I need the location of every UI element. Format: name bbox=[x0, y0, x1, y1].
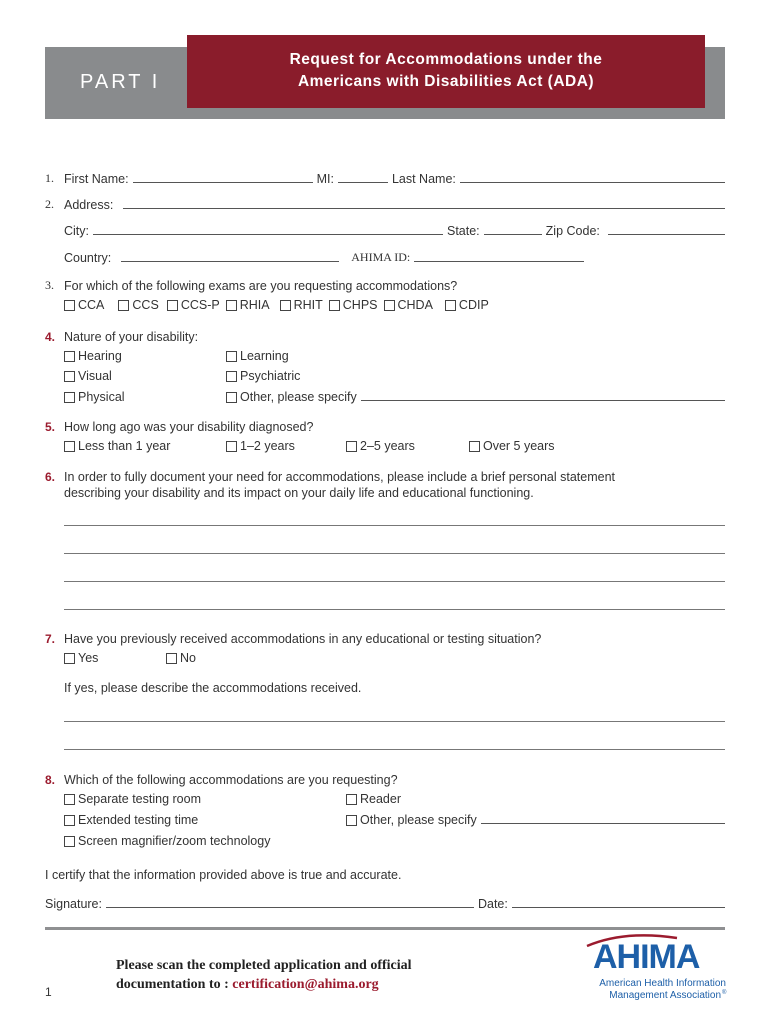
checkbox[interactable] bbox=[64, 815, 75, 826]
q6-text-line-1: In order to fully document your need for accommodations, please include a brief personal statement bbox=[64, 470, 616, 484]
accommodation-other-field[interactable] bbox=[481, 823, 725, 824]
zip-label: Zip Code: bbox=[545, 224, 600, 238]
q5-row bbox=[45, 418, 725, 434]
ahima-id-label: AHIMA ID: bbox=[351, 250, 411, 264]
mi-label: MI: bbox=[316, 172, 334, 186]
checkbox[interactable] bbox=[64, 300, 75, 311]
diagnosed-option-over-5[interactable]: Over 5 years bbox=[469, 439, 555, 453]
country-label: Country: bbox=[64, 251, 112, 265]
diagnosed-option-2-5[interactable]: 2–5 years bbox=[346, 439, 415, 453]
checkbox[interactable] bbox=[346, 815, 357, 826]
statement-line-4[interactable] bbox=[64, 609, 725, 610]
checkbox[interactable] bbox=[346, 441, 357, 452]
checkbox[interactable] bbox=[226, 351, 237, 362]
q4-number: 4. bbox=[45, 330, 56, 344]
disability-option-learning[interactable]: Learning bbox=[226, 349, 289, 363]
q5-question: How long ago was your disability diagnosed? bbox=[64, 420, 314, 434]
footer-line-2: documentation to : certification@ahima.org bbox=[116, 977, 379, 992]
q8-row bbox=[45, 771, 725, 787]
checkbox[interactable] bbox=[64, 371, 75, 382]
exam-option-rhit[interactable]: RHIT bbox=[280, 298, 323, 312]
ahima-logo bbox=[585, 932, 730, 1004]
disability-option-psychiatric[interactable]: Psychiatric bbox=[226, 369, 300, 383]
logo-subtitle-2: Management Association bbox=[609, 990, 721, 1001]
checkbox[interactable] bbox=[166, 653, 177, 664]
address-label: Address: bbox=[64, 198, 114, 212]
statement-line-2[interactable] bbox=[64, 553, 725, 554]
checkbox[interactable] bbox=[469, 441, 480, 452]
exam-option-rhia[interactable]: RHIA bbox=[226, 298, 270, 312]
form-title bbox=[187, 35, 705, 108]
prior-accommodation-line-1[interactable] bbox=[64, 721, 725, 722]
diagnosed-option-less-1[interactable]: Less than 1 year bbox=[64, 439, 170, 453]
checkbox[interactable] bbox=[384, 300, 395, 311]
email-link[interactable]: certification@ahima.org bbox=[232, 977, 379, 992]
accommodation-option-separate-room[interactable]: Separate testing room bbox=[64, 792, 201, 806]
signature-label: Signature: bbox=[45, 897, 102, 911]
checkbox[interactable] bbox=[226, 371, 237, 382]
footer-instructions bbox=[116, 956, 412, 994]
diagnosed-option-1-2[interactable]: 1–2 years bbox=[226, 439, 295, 453]
checkbox[interactable] bbox=[280, 300, 291, 311]
statement-line-3[interactable] bbox=[64, 581, 725, 582]
ahima-id-field[interactable] bbox=[414, 261, 584, 262]
exam-option-chda[interactable]: CHDA bbox=[384, 298, 433, 312]
q7-followup-row bbox=[64, 679, 725, 695]
q3-options bbox=[64, 298, 495, 312]
checkbox[interactable] bbox=[445, 300, 456, 311]
certify-statement: I certify that the information provided above is true and accurate. bbox=[45, 868, 402, 882]
disability-option-other[interactable]: Other, please specify bbox=[226, 390, 725, 404]
checkbox[interactable] bbox=[64, 441, 75, 452]
q3-question: For which of the following exams are you requesting accommodations? bbox=[64, 279, 458, 293]
q2-city-row bbox=[64, 222, 725, 238]
first-name-label: First Name: bbox=[64, 172, 129, 186]
q6-text-line-2: describing your disability and its impact on your daily life and educational functioning. bbox=[64, 486, 534, 500]
q4-question: Nature of your disability: bbox=[64, 330, 199, 344]
page-number: 1 bbox=[45, 985, 52, 999]
title-line-1: Request for Accommodations under the bbox=[289, 51, 603, 68]
checkbox[interactable] bbox=[346, 794, 357, 805]
q1-row bbox=[45, 170, 725, 186]
accommodation-option-other[interactable]: Other, please specify bbox=[346, 813, 725, 827]
footer-rule bbox=[45, 927, 725, 930]
state-field[interactable] bbox=[484, 234, 542, 235]
disability-option-physical[interactable]: Physical bbox=[64, 390, 125, 404]
exam-option-chps[interactable]: CHPS bbox=[329, 298, 378, 312]
first-name-field[interactable] bbox=[133, 182, 313, 183]
statement-line-1[interactable] bbox=[64, 525, 725, 526]
checkbox[interactable] bbox=[64, 653, 75, 664]
city-label: City: bbox=[64, 224, 89, 238]
title-line-2: Americans with Disabilities Act (ADA) bbox=[297, 73, 595, 90]
certify-row bbox=[45, 866, 725, 882]
logo-registered-mark: ® bbox=[722, 990, 727, 996]
q1-number: 1. bbox=[45, 171, 54, 185]
disability-option-visual[interactable]: Visual bbox=[64, 369, 112, 383]
date-field[interactable] bbox=[512, 907, 725, 908]
q6-row-2 bbox=[64, 484, 725, 500]
exam-option-cdip[interactable]: CDIP bbox=[445, 298, 489, 312]
checkbox[interactable] bbox=[64, 836, 75, 847]
signature-field[interactable] bbox=[106, 907, 474, 908]
accommodation-option-screen-magnifier[interactable]: Screen magnifier/zoom technology bbox=[64, 834, 270, 848]
prior-accommodation-no[interactable]: No bbox=[166, 651, 196, 665]
signature-row bbox=[45, 895, 725, 911]
accommodation-option-extended-time[interactable]: Extended testing time bbox=[64, 813, 198, 827]
disability-other-field[interactable] bbox=[361, 400, 725, 401]
q7-followup: If yes, please describe the accommodations received. bbox=[64, 681, 362, 695]
q7-number: 7. bbox=[45, 632, 56, 646]
part-label: PART I bbox=[80, 71, 161, 93]
q3-number: 3. bbox=[45, 278, 54, 292]
checkbox[interactable] bbox=[226, 300, 237, 311]
country-field[interactable] bbox=[121, 261, 339, 262]
exam-option-ccs[interactable]: CCS bbox=[118, 298, 158, 312]
mi-field[interactable] bbox=[338, 182, 388, 183]
logo-subtitle-1: American Health Information bbox=[599, 978, 726, 989]
exam-option-cca[interactable]: CCA bbox=[64, 298, 104, 312]
checkbox[interactable] bbox=[329, 300, 340, 311]
q7-question: Have you previously received accommodations in any educational or testing situation? bbox=[64, 632, 542, 646]
q4-row bbox=[45, 328, 725, 344]
q6-row bbox=[45, 468, 725, 484]
last-name-label: Last Name: bbox=[391, 172, 456, 186]
checkbox[interactable] bbox=[64, 351, 75, 362]
q8-number: 8. bbox=[45, 773, 56, 787]
state-label: State: bbox=[447, 224, 480, 238]
logo-wordmark: AHIMA bbox=[593, 938, 700, 976]
city-field[interactable] bbox=[93, 234, 443, 235]
exam-option-ccs-p[interactable]: CCS-P bbox=[167, 298, 220, 312]
date-label: Date: bbox=[477, 897, 508, 911]
zip-field[interactable] bbox=[608, 234, 725, 235]
disability-option-hearing[interactable]: Hearing bbox=[64, 349, 122, 363]
prior-accommodation-line-2[interactable] bbox=[64, 749, 725, 750]
accommodation-option-reader[interactable]: Reader bbox=[346, 792, 401, 806]
checkbox[interactable] bbox=[118, 300, 129, 311]
footer-line-1: Please scan the completed application and official bbox=[116, 958, 412, 973]
checkbox[interactable] bbox=[64, 794, 75, 805]
q8-question: Which of the following accommodations are you requesting? bbox=[64, 773, 398, 787]
q2-country-row bbox=[64, 249, 725, 265]
q3-row bbox=[45, 277, 725, 293]
q6-number: 6. bbox=[45, 470, 56, 484]
q2-address-row bbox=[45, 196, 725, 212]
q7-row bbox=[45, 630, 725, 646]
checkbox[interactable] bbox=[226, 392, 237, 403]
address-field[interactable] bbox=[123, 208, 725, 209]
q5-number: 5. bbox=[45, 420, 56, 434]
q2-number: 2. bbox=[45, 197, 54, 211]
last-name-field[interactable] bbox=[460, 182, 725, 183]
checkbox[interactable] bbox=[226, 441, 237, 452]
checkbox[interactable] bbox=[167, 300, 178, 311]
checkbox[interactable] bbox=[64, 392, 75, 403]
prior-accommodation-yes[interactable]: Yes bbox=[64, 651, 98, 665]
